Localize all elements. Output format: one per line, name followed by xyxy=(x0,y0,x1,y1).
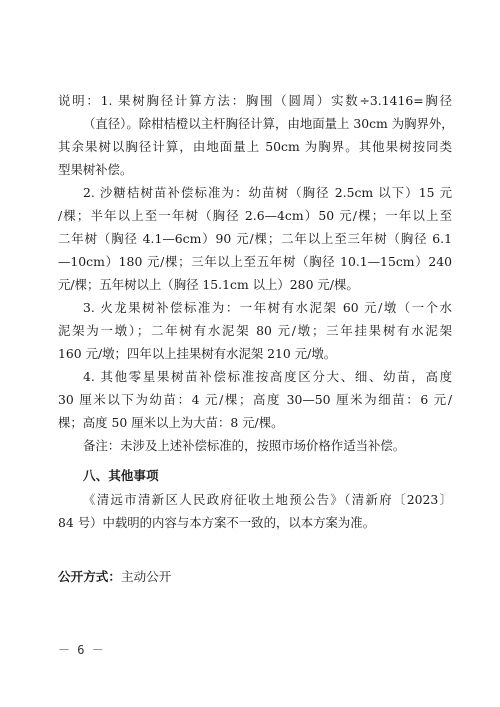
note-paragraph xyxy=(58,89,452,181)
text-line: 泥架为一墩）；二年树有水泥架 80 元/墩；三年挂果树有水泥架 xyxy=(58,323,452,338)
text-line: 棵；高度 50 厘米以上为大苗：8 元/棵。 xyxy=(58,415,284,430)
text-line: 2. 沙糖桔树苗补偿标准为：幼苗树（胸径 2.5cm 以下）15 元 xyxy=(83,185,452,200)
text-line: 元/棵；五年树以上（胸径 15.1cm 以上）280 元/棵。 xyxy=(58,277,359,292)
disclosure-label: 公开方式： xyxy=(58,569,121,584)
text-line: —10cm）180 元/棵；三年以上至五年树（胸径 10.1—15cm）240 xyxy=(58,254,452,269)
text-line: 30 厘米以下为幼苗：4 元/棵；高度 30—50 厘米为细苗：6 元/ xyxy=(58,392,452,407)
dragonfruit-compensation-paragraph xyxy=(58,296,452,365)
text-line: 《清远市清新区人民政府征收土地预公告》（清新府〔2023〕 xyxy=(83,492,452,507)
text-line: 说明：1. 果树胸径计算方法：胸围（圆周）实数÷3.1416=胸径 xyxy=(58,93,452,108)
text-line: 二年树（胸径 4.1—6cm）90 元/棵；二年以上至三年树（胸径 6.1 xyxy=(58,231,452,246)
page-number: － 6 － xyxy=(58,643,104,657)
disclosure-line xyxy=(58,566,171,585)
text-line: 型果树补偿。 xyxy=(58,162,133,177)
text-line: 84 号）中载明的内容与本方案不一致的，以本方案为准。 xyxy=(58,515,376,530)
text-line: 160 元/墩；四年以上挂果树有水泥架 210 元/墩。 xyxy=(58,346,337,361)
text-line: （直径）。除柑桔橙以主杆胸径计算，由地面量上 30cm 为胸界外， xyxy=(83,116,454,131)
section8-paragraph xyxy=(58,488,452,534)
disclosure-value: 主动公开 xyxy=(120,569,172,584)
remark-paragraph xyxy=(58,434,452,457)
text-line: 备注：未涉及上述补偿标准的，按照市场价格作适当补偿。 xyxy=(83,438,406,453)
section-heading: 八、其他事项 xyxy=(83,468,159,483)
shatangju-compensation-paragraph xyxy=(58,181,452,296)
text-line: 4. 其他零星果树苗补偿标准按高度区分大、细、幼苗，高度 xyxy=(83,369,452,384)
text-line: /棵；半年以上至一年树（胸径 2.6—4cm）50 元/棵；一年以上至 xyxy=(58,208,452,223)
other-saplings-compensation-paragraph xyxy=(58,365,452,434)
text-line: 3. 火龙果树补偿标准为：一年树有水泥架 60 元/墩（一个水 xyxy=(83,300,452,315)
text-line: 其余果树以胸径计算，由地面量上 50cm 为胸界。其他果树按同类 xyxy=(58,139,452,154)
